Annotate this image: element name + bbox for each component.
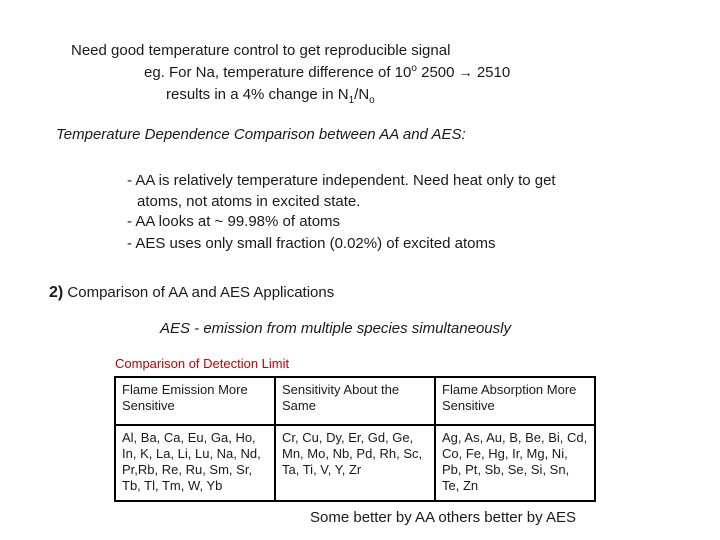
temp-point-3: - AES uses only small fraction (0.02%) of excited atoms [127,235,496,252]
cell-about-same-elements: Cr, Cu, Dy, Er, Gd, Ge, Mn, Mo, Nb, Pd, Rh, Sc, Ta, Ti, V, Y, Zr [275,425,435,501]
right-arrow-icon: → [458,64,473,80]
header-flame-absorption: Flame Absorption More Sensitive [435,377,595,425]
n1-subscript: 1 [348,95,355,106]
intro-line-2-a: 2500 [416,64,459,81]
detection-limit-heading: Comparison of Detection Limit [115,356,290,371]
cell-flame-absorption-elements: Ag, As, Au, B, Be, Bi, Cd, Co, Fe, Hg, Ir, Mg, Ni, Pb, Pt, Sb, Se, Si, Sn, Te, Zn [435,425,595,501]
footer-note: Some better by AA others better by AES [310,509,576,526]
no-subscript: o [369,95,375,106]
header-about-same: Sensitivity About the Same [275,377,435,425]
degree-superscript: o [411,63,417,74]
temperature-heading: Temperature Dependence Comparison between AA and AES: [56,126,466,143]
temp-point-2: - AA looks at ~ 99.98% of atoms [127,213,341,230]
table-row [115,425,595,501]
intro-line-1: Need good temperature control to get reproducible signal [71,42,451,59]
section-2-title: Comparison of AA and AES Applications [63,284,335,301]
intro-line-3-mid: /N [354,86,370,103]
section-2-heading [49,284,334,302]
intro-line-3 [166,86,375,104]
header-flame-emission: Flame Emission More Sensitive [115,377,275,425]
temp-point-1-cont: atoms, not atoms in excited state. [137,193,361,210]
intro-line-3-prefix: results in a 4% change in N [166,86,349,103]
aes-emission-note: AES - emission from multiple species simultaneously [160,320,511,337]
temp-point-1: - AA is relatively temperature independent. Need heat only to get [127,172,556,189]
table-header-row [115,377,595,425]
intro-line-2-prefix: eg. For Na, temperature difference of 10 [144,64,412,81]
cell-flame-emission-elements: Al, Ba, Ca, Eu, Ga, Ho, In, K, La, Li, Lu, Na, Nd, Pr,Rb, Re, Ru, Sm, Sr, Tb, Tl, Tm, W, Yb [115,425,275,501]
section-2-number: 2) [49,284,64,301]
intro-line-2 [144,63,510,82]
intro-line-2-b: 2510 [472,64,511,81]
detection-limit-table [114,376,596,502]
